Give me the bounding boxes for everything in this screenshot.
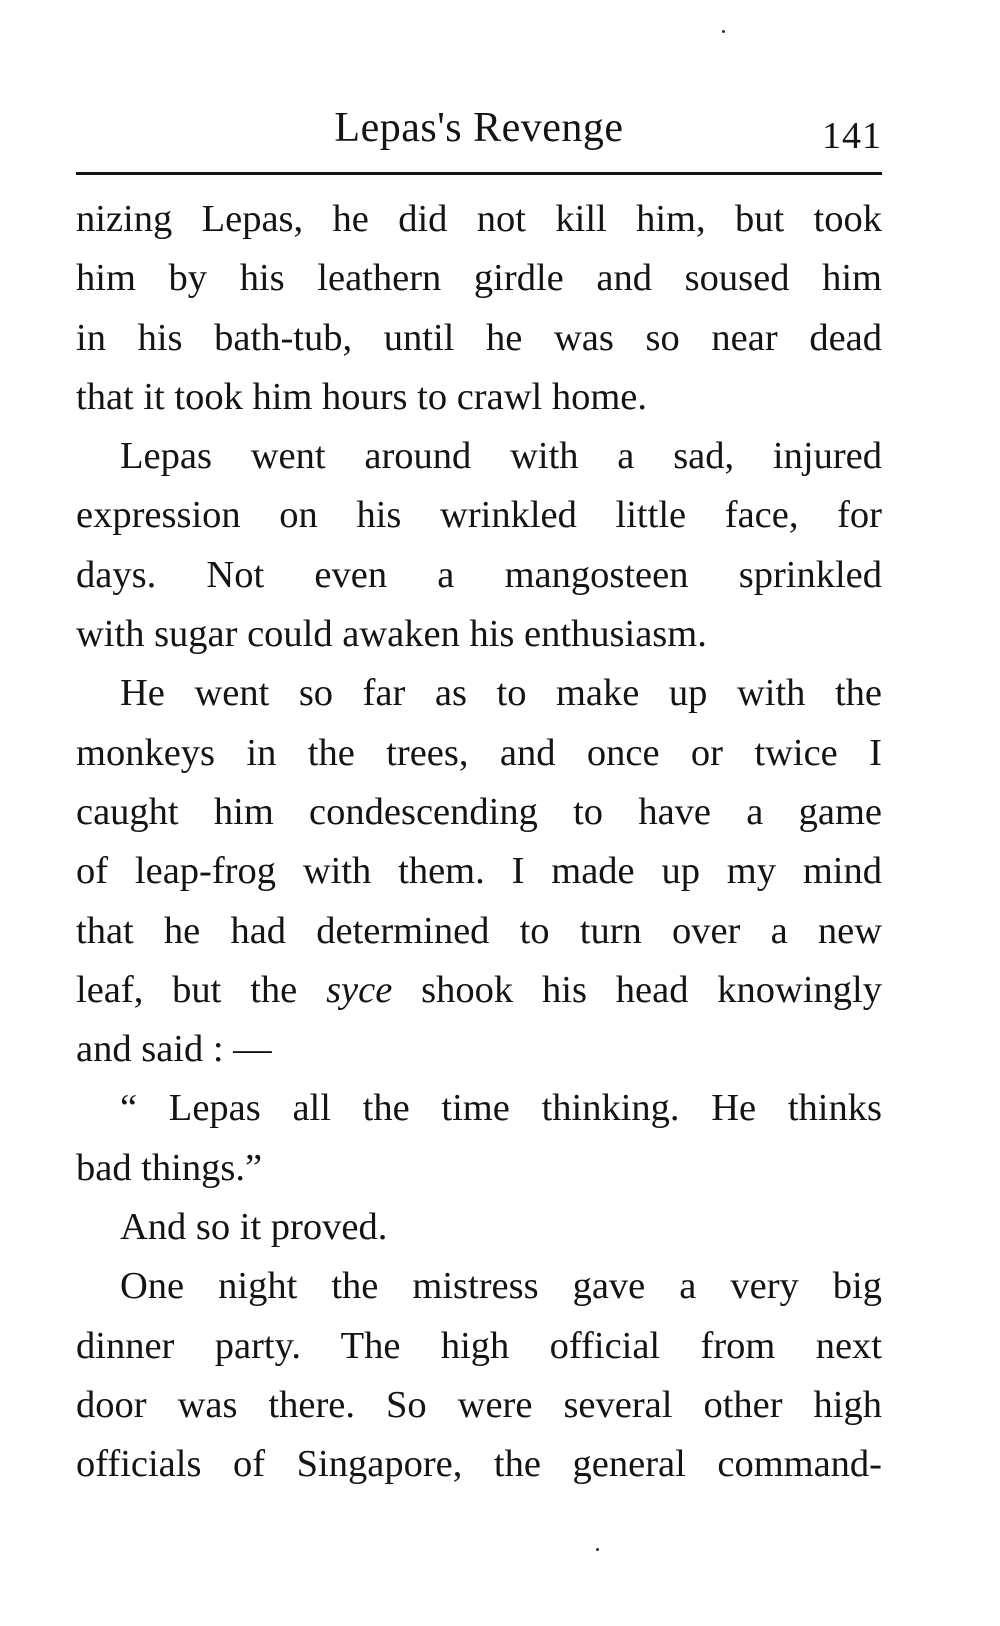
text-segment: leaf, but the bbox=[76, 968, 327, 1011]
paragraph-first-line: He went so far as to make up with the bbox=[120, 672, 882, 715]
paragraph-first-line: And so it proved. bbox=[120, 1206, 388, 1249]
text-line: nizing Lepas, he did not kill him, but took bbox=[76, 198, 882, 240]
text-line: caught him condescending to have a game bbox=[76, 790, 882, 833]
body-text bbox=[76, 190, 882, 1495]
text-line: officials of Singapore, the general command- bbox=[76, 1443, 882, 1486]
text-segment: shook his head knowingly bbox=[392, 968, 882, 1011]
text-line: days. Not even a mangosteen sprinkled bbox=[76, 553, 882, 596]
text-line bbox=[76, 961, 882, 1020]
paragraph-first-line: Lepas went around with a sad, injured bbox=[120, 435, 882, 478]
text-line: that he had determined to turn over a new bbox=[76, 909, 882, 952]
paragraph-first-line: “ Lepas all the time thinking. He thinks bbox=[120, 1087, 882, 1130]
text-line: of leap-frog with them. I made up my mind bbox=[76, 850, 882, 893]
text-line: that it took him hours to crawl home. bbox=[76, 375, 647, 418]
running-title: Lepas's Revenge bbox=[334, 105, 624, 151]
text-line: door was there. So were several other high bbox=[76, 1383, 882, 1426]
print-speck bbox=[596, 1548, 599, 1551]
paragraph-first-line: One night the mistress gave a very big bbox=[120, 1265, 882, 1308]
page-header bbox=[76, 100, 882, 160]
page-number: 141 bbox=[822, 115, 882, 157]
print-speck bbox=[722, 30, 725, 33]
text-line: and said : — bbox=[76, 1028, 272, 1071]
text-line: with sugar could awaken his enthusiasm. bbox=[76, 613, 707, 656]
header-rule bbox=[76, 172, 882, 175]
text-line: expression on his wrinkled little face, for bbox=[76, 494, 882, 537]
text-line: dinner party. The high official from next bbox=[76, 1324, 882, 1367]
italic-word: syce bbox=[326, 968, 393, 1011]
text-line: bad things.” bbox=[76, 1146, 263, 1189]
text-line: him by his leathern girdle and soused him bbox=[76, 257, 882, 300]
text-line: in his bath-tub, until he was so near dead bbox=[76, 316, 882, 359]
text-line: monkeys in the trees, and once or twice I bbox=[76, 731, 882, 774]
